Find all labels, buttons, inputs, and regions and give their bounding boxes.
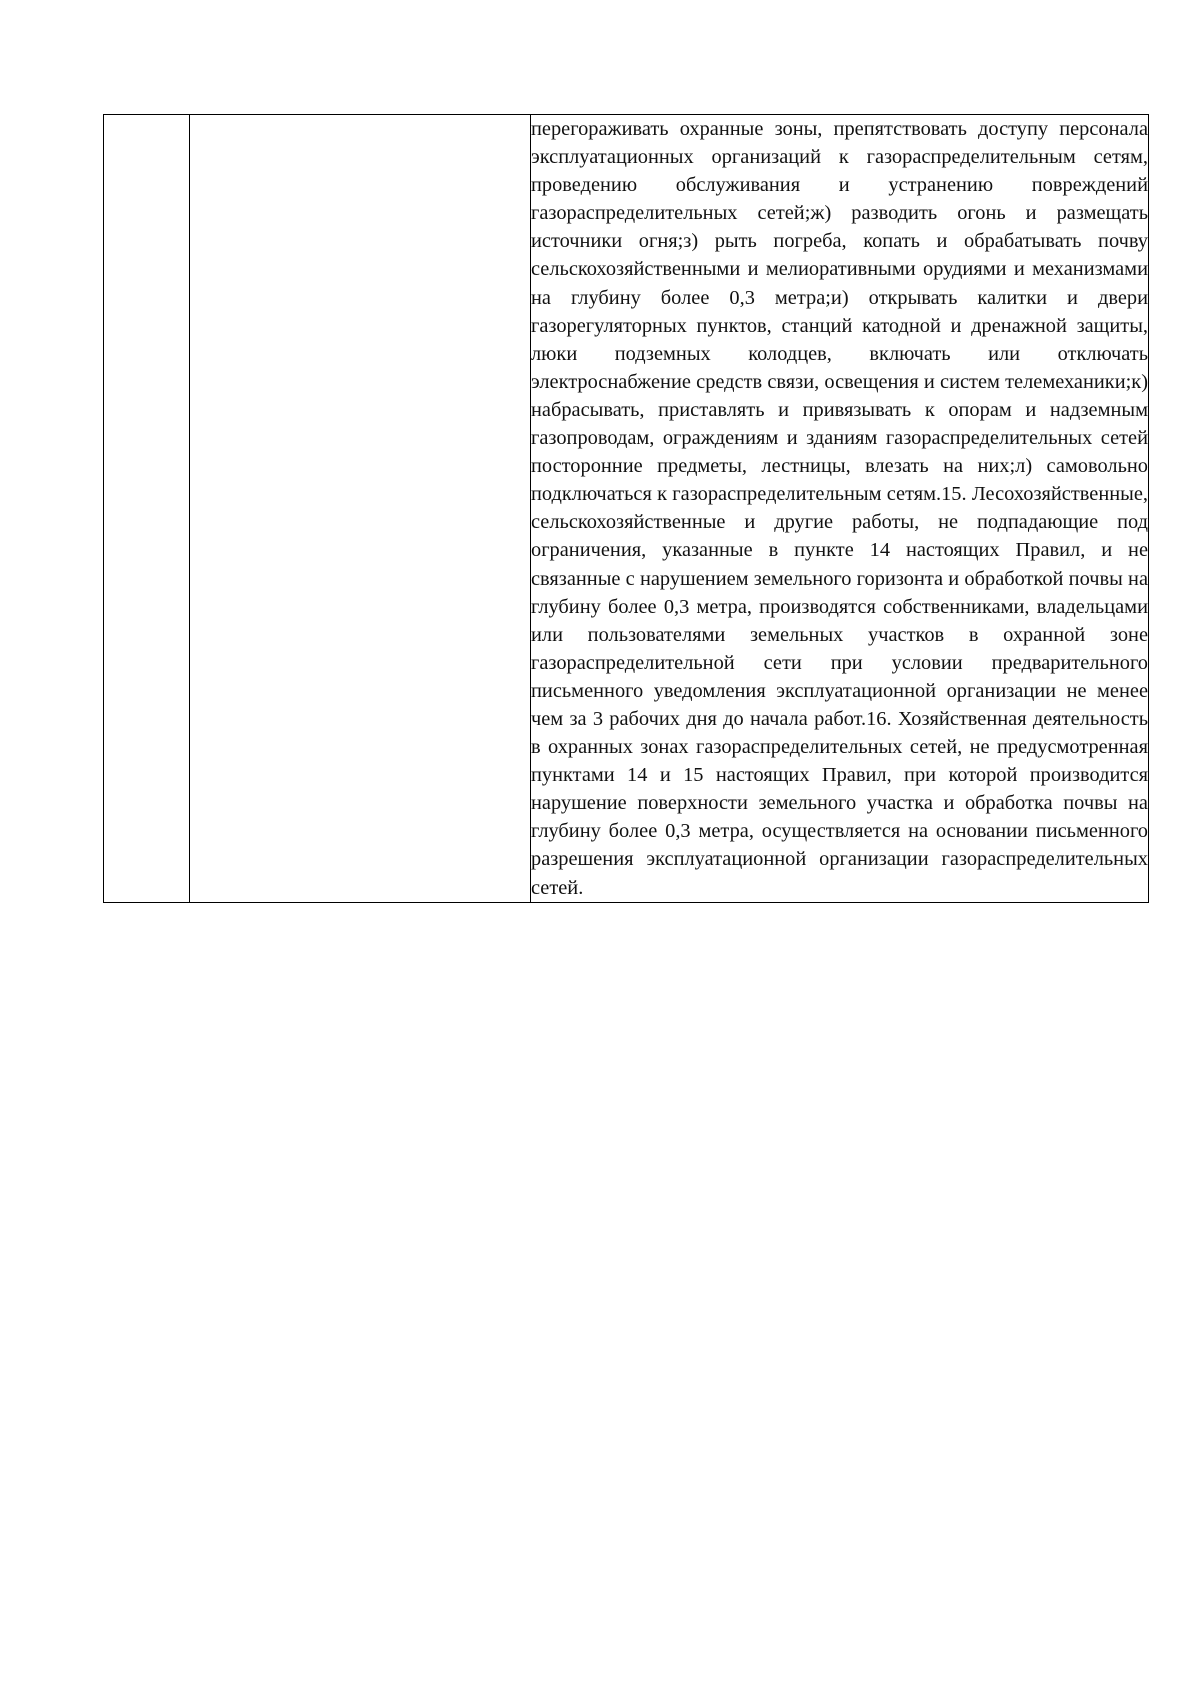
table-cell-number xyxy=(104,115,190,903)
table-cell-name xyxy=(190,115,531,903)
table-cell-text xyxy=(531,115,1149,903)
table-row xyxy=(104,115,1149,903)
document-table xyxy=(103,114,1149,903)
regulation-text: перегораживать охранные зоны, препятствовать доступу персонала эксплуатационных организаций к газораспределительным сетям, проведению обслуживания и устранению повреждений газораспределительных сетей;ж) разводить огонь и размещать источники огня;з) рыть погреба, копать и обрабатывать почву сельскохозяйственными и мелиоративными орудиями и механизмами на глубину более 0,3 метра;и) открывать калитки и двери газорегуляторных пунктов, станций катодной и дренажной защиты, люки подземных колодцев, включать или отключать электроснабжение средств связи, освещения и систем телемеханики;к) набрасывать, приставлять и привязывать к опорам и надземным газопроводам, ограждениям и зданиям газораспределительных сетей посторонние предметы, лестницы, влезать на них;л) самовольно подключаться к газораспределительным сетям.15. Лесохозяйственные, сельскохозяйственные и другие работы, не подпадающие под ограничения, указанные в пункте 14 настоящих Правил, и не связанные с нарушением земельного горизонта и обработкой почвы на глубину более 0,3 метра, производятся собственниками, владельцами или пользователями земельных участков в охранной зоне газораспределительной сети при условии предварительного письменного уведомления эксплуатационной организации не менее чем за 3 рабочих дня до начала работ.16. Хозяйственная деятельность в охранных зонах газораспределительных сетей, не предусмотренная пунктами 14 и 15 настоящих Правил, при которой производится нарушение поверхности земельного участка и обработка почвы на глубину более 0,3 метра, осуществляется на основании письменного разрешения эксплуатационной организации газораспределительных сетей. xyxy=(531,118,1148,899)
